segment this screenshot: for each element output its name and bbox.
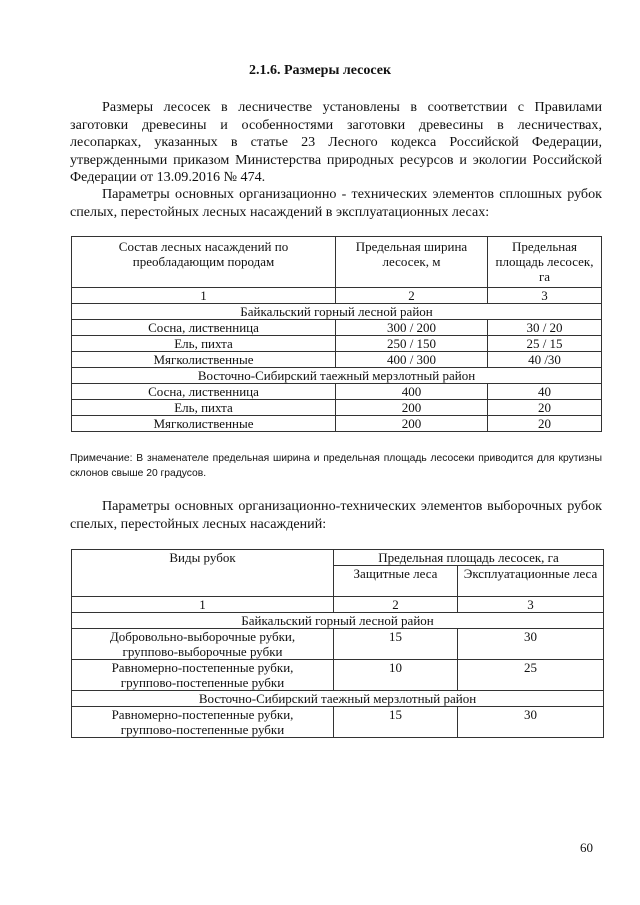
table2-caption: Параметры основных организационно-технических элементов выборочных рубок спелых, перестойных лесных насаждений: — [70, 498, 602, 532]
cutting-type-line: Равномерно-постепенные рубки, — [111, 660, 294, 675]
table-header-row — [72, 550, 604, 566]
area-cell: 40 /30 — [488, 352, 602, 368]
table-row — [72, 660, 604, 691]
selective-cutting-table — [71, 549, 604, 738]
clearcut-parameters-table — [71, 236, 602, 432]
column-number-row — [72, 597, 604, 613]
table-row — [72, 336, 602, 352]
header-cell: Предельная ширина лесосек, м — [336, 237, 488, 288]
cutting-type-line: группово-постепенные рубки — [120, 722, 285, 737]
table-row — [72, 352, 602, 368]
table-row — [72, 384, 602, 400]
area-cell: 40 — [488, 384, 602, 400]
table-row — [72, 400, 602, 416]
area-cell: 25 / 15 — [488, 336, 602, 352]
species-cell: Ель, пихта — [72, 336, 336, 352]
header-cell: Предельная площадь лесосек, га — [488, 237, 602, 288]
subheader-cell: Эксплуатационные леса — [458, 566, 604, 597]
area-cell: 20 — [488, 400, 602, 416]
area-cell: 30 / 20 — [488, 320, 602, 336]
column-number: 1 — [72, 288, 336, 304]
header-cell: Предельная площадь лесосек, га — [334, 550, 604, 566]
protective-area-cell: 15 — [334, 707, 458, 738]
species-cell: Мягколиственные — [72, 352, 336, 368]
width-cell: 300 / 200 — [336, 320, 488, 336]
exploitation-area-cell: 30 — [458, 707, 604, 738]
region-name: Восточно-Сибирский таежный мерзлотный район — [72, 691, 604, 707]
table-row — [72, 320, 602, 336]
width-cell: 250 / 150 — [336, 336, 488, 352]
cutting-type-line: Добровольно-выборочные рубки, — [109, 629, 296, 644]
protective-area-cell: 10 — [334, 660, 458, 691]
region-name: Байкальский горный лесной район — [72, 304, 602, 320]
table-row — [72, 707, 604, 738]
cutting-type-line: группово-постепенные рубки — [120, 675, 285, 690]
table-header-row — [72, 237, 602, 288]
table-row — [72, 416, 602, 432]
column-number: 1 — [72, 597, 334, 613]
cutting-type-line: Равномерно-постепенные рубки, — [111, 707, 294, 722]
exploitation-area-cell: 30 — [458, 629, 604, 660]
page-number: 60 — [580, 840, 593, 855]
region-row — [72, 368, 602, 384]
exploitation-area-cell: 25 — [458, 660, 604, 691]
header-cell: Состав лесных насаждений по преобладающим породам — [72, 237, 336, 288]
cutting-type-cell — [72, 707, 334, 738]
cutting-type-cell — [72, 660, 334, 691]
area-cell: 20 — [488, 416, 602, 432]
species-cell: Сосна, лиственница — [72, 384, 336, 400]
intro-paragraph: Размеры лесосек в лесничестве установлены в соответствии с Правилами заготовки древесины и особенностями заготовки древесины в лесничествах, лесопарках, указанных в статье 23 Лесного кодекса Российской Федерации, утвержденными приказом Министерства природных ресурсов и экологии Российской Федерации от 13.09.2016 № 474. — [70, 99, 602, 185]
region-row — [72, 613, 604, 629]
species-cell: Сосна, лиственница — [72, 320, 336, 336]
header-cell: Виды рубок — [72, 550, 334, 597]
column-number: 2 — [336, 288, 488, 304]
column-number: 3 — [458, 597, 604, 613]
region-name: Восточно-Сибирский таежный мерзлотный район — [72, 368, 602, 384]
width-cell: 400 / 300 — [336, 352, 488, 368]
species-cell: Мягколиственные — [72, 416, 336, 432]
species-cell: Ель, пихта — [72, 400, 336, 416]
region-row — [72, 691, 604, 707]
cutting-type-line: групповo-выборочные рубки — [122, 644, 283, 659]
table-row — [72, 629, 604, 660]
column-number: 2 — [334, 597, 458, 613]
table1-caption: Параметры основных организационно - технических элементов сплошных рубок спелых, перестойных лесных насаждений в эксплуатационных лесах: — [70, 186, 602, 220]
width-cell: 400 — [336, 384, 488, 400]
width-cell: 200 — [336, 416, 488, 432]
subheader-cell: Защитные леса — [334, 566, 458, 597]
region-row — [72, 304, 602, 320]
table-note: Примечание: В знаменателе предельная ширина и предельная площадь лесосеки приводится для крутизны склонов свыше 20 градусов. — [70, 453, 602, 479]
width-cell: 200 — [336, 400, 488, 416]
cutting-type-cell — [72, 629, 334, 660]
protective-area-cell: 15 — [334, 629, 458, 660]
section-title: 2.1.6. Размеры лесосек — [248, 63, 392, 78]
column-number: 3 — [488, 288, 602, 304]
region-name: Байкальский горный лесной район — [72, 613, 604, 629]
column-number-row — [72, 288, 602, 304]
